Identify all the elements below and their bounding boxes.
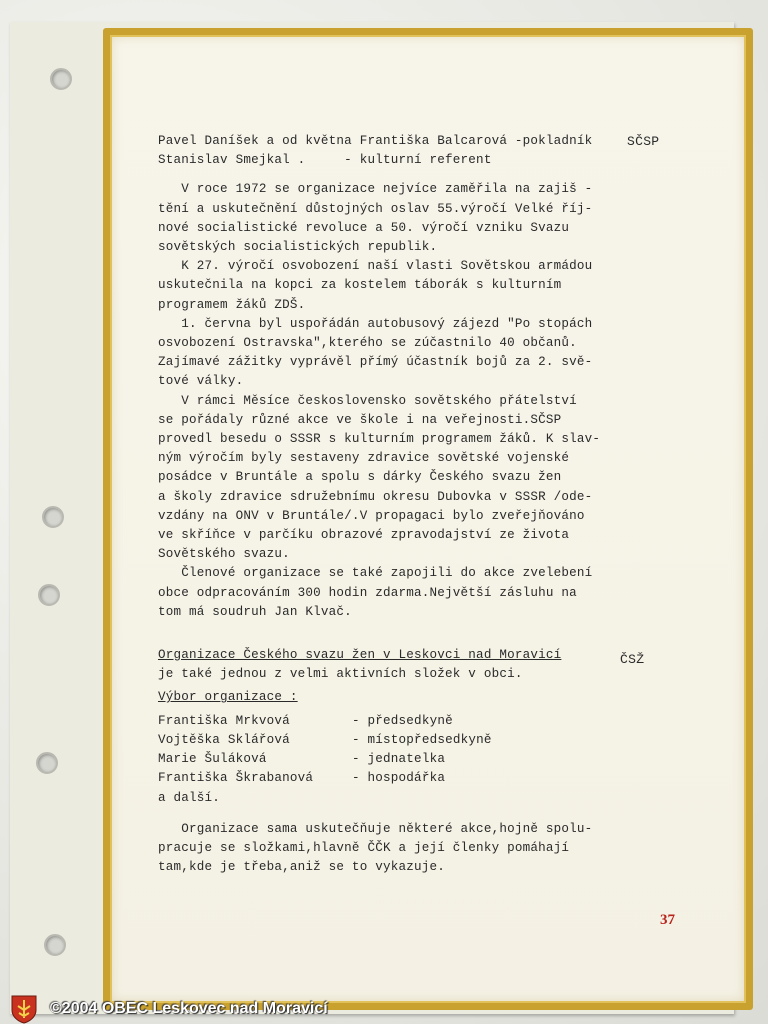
text-line: uskutečnila na kopci za kostelem táborák s kulturním — [158, 278, 562, 293]
member-role: - předsedkyně — [352, 713, 453, 728]
member-role: - místopředsedkyně — [352, 732, 492, 747]
member-name: Vojtěška Sklářová — [158, 732, 290, 747]
member-role: - hospodářka — [352, 771, 446, 786]
member-name: Františka Škrabanová — [158, 771, 314, 786]
text-line: Sovětského svazu. — [158, 547, 290, 562]
text-line: obce odpracováním 300 hodin zdarma.Největší zásluhu na — [158, 585, 577, 600]
text-line: nové socialistické revoluce a 50. výročí vzniku Svazu — [158, 220, 570, 235]
closing-line: tam,kde je třeba,aniž se to vykazuje. — [158, 860, 446, 875]
text-line: Členové organizace se také zapojili do akce zvelebení — [158, 566, 593, 581]
text-line: tom má soudruh Jan Klvač. — [158, 604, 352, 619]
text-line: ným výročím byly sestaveny zdravice sovětské vojenské — [158, 451, 570, 466]
binder-hole — [42, 506, 64, 528]
binder-hole — [44, 934, 66, 956]
text-line: 1. června byl uspořádán autobusový zájezd "Po stopách — [158, 316, 593, 331]
committee-heading: Výbor organizace : — [158, 690, 298, 705]
binder-hole — [50, 68, 72, 90]
organization-tag-sccsp: SČSP — [627, 134, 660, 149]
organization-tag-csz: ČSŽ — [620, 652, 645, 667]
text-line: programem žáků ZDŠ. — [158, 297, 306, 312]
committee-more: a další. — [158, 790, 221, 805]
binder-hole — [38, 584, 60, 606]
header-line: Pavel Daníšek a od května Františka Balcarová -pokladník — [158, 134, 593, 148]
text-line: V rámci Měsíce československo sovětského přátelství — [158, 393, 577, 408]
text-line: ve skříňce v parčíku obrazové zpravodajství ze života — [158, 528, 570, 543]
member-role: - jednatelka — [352, 752, 446, 767]
text-line: osvobození Ostravska",kterého se zúčastnilo 40 občanů. — [158, 336, 577, 351]
text-line: se pořádaly různé akce ve škole i na veřejnosti.SČSP — [158, 412, 562, 427]
text-line: tové války. — [158, 374, 244, 389]
committee-row — [158, 769, 673, 788]
text-line: posádce v Bruntále a spolu s dárky Českého svazu žen — [158, 470, 562, 485]
committee-row — [158, 731, 673, 750]
typewritten-text — [158, 132, 673, 877]
coat-of-arms-icon — [10, 994, 38, 1024]
section-csz-heading: Organizace Českého svazu žen v Leskovci nad Moravicí — [158, 648, 562, 663]
text-line: V roce 1972 se organizace nejvíce zaměřila na zajiš - — [158, 182, 593, 197]
text-line: a školy zdravice sdružebnímu okresu Dubovka v SSSR /ode- — [158, 489, 593, 504]
text-line: tění a uskutečnění důstojných oslav 55.výročí Velké říj- — [158, 201, 593, 216]
committee-row — [158, 750, 673, 769]
closing-line: pracuje se složkami,hlavně ČČK a její členky pomáhají — [158, 840, 570, 855]
text-line: Zajímavé zážitky vyprávěl přímý účastník bojů za 2. svě- — [158, 355, 593, 370]
text-line: provedl besedu o SSSR s kulturním programem žáků. K slav- — [158, 432, 601, 447]
text-line: vzdány na ONV v Bruntále/.V propagaci bylo zveřejňováno — [158, 508, 585, 523]
text-line: sovětských socialistických republik. — [158, 240, 438, 255]
member-name: Marie Šuláková — [158, 752, 267, 767]
member-name: Františka Mrkvová — [158, 713, 290, 728]
committee-row — [158, 712, 673, 731]
closing-line: Organizace sama uskutečňuje některé akce,hojně spolu- — [158, 821, 593, 836]
page-number: 37 — [660, 912, 675, 928]
section-csz-intro: je také jednou z velmi aktivních složek v obci. — [158, 667, 523, 682]
binder-hole — [36, 752, 58, 774]
committee-list — [158, 712, 673, 808]
footer-bar — [0, 994, 768, 1024]
text-line: K 27. výročí osvobození naší vlasti Sovětskou armádou — [158, 259, 593, 274]
header-line: Stanislav Smejkal . - kulturní referent — [158, 153, 492, 168]
section-sccsp-body — [158, 180, 673, 622]
copyright-text: ©2004 OBEC Leskovec nad Moravicí — [50, 1000, 328, 1017]
